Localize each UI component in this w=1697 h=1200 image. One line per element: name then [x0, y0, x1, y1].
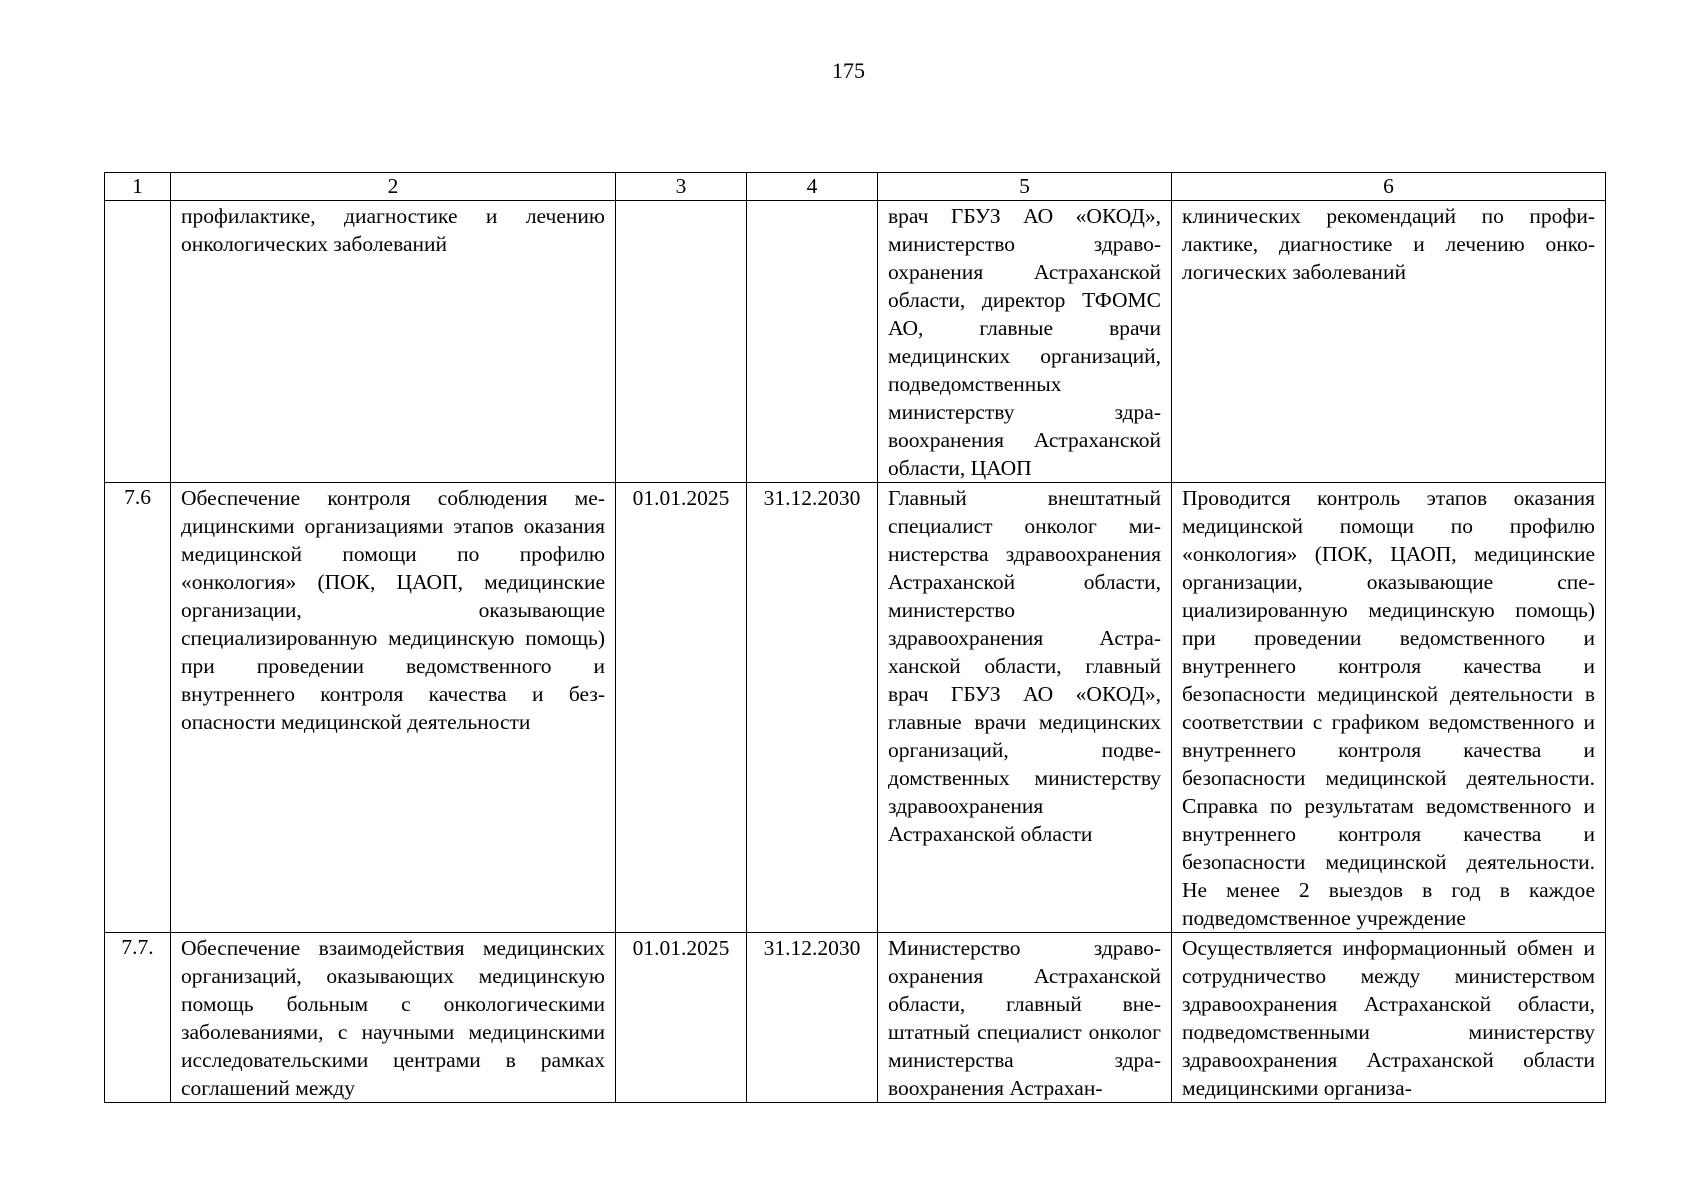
page-number: 175 [832, 58, 865, 83]
result-cell: Проводится контроль этапов оказания медицинской помощи по профилю «онкология» (ПОК, ЦАОП, медицинские организации, оказывающие специализированную медицинскую помощь) при проведении ведомственного и внутреннего контроля качества и безопасности медицинской деятельности в соответствии с графиком ведомственного и внутреннего контроля качества и безопасности медицинской деятельности. Справка по результатам ведомственного и внутреннего контроля качества и безопасности медицинской деятельности. Не менее 2 выездов в год в каждое подведомственное учреждение [1172, 483, 1606, 933]
end-date-cell [747, 201, 878, 483]
column-number: 1 [105, 173, 171, 201]
item-number-cell [105, 201, 171, 483]
table-row [105, 201, 1606, 483]
responsible-cell: Министерство здравоохранения Астраханской области, главный внештатный специалист онколог министерства здравоохранения Астрахан- [878, 933, 1172, 1103]
column-number: 3 [616, 173, 747, 201]
table-row [105, 483, 1606, 933]
item-number-cell: 7.6 [105, 483, 171, 933]
column-number: 5 [878, 173, 1172, 201]
result-cell: Осуществляется информационный обмен и сотрудничество между министерством здравоохранения Астраханской области, подведомственными министерству здравоохранения Астраханской области медицинскими организа- [1172, 933, 1606, 1103]
column-number: 4 [747, 173, 878, 201]
end-date-cell: 31.12.2030 [747, 483, 878, 933]
result-cell: клинических рекомендаций по профилактике, диагностике и лечению онкологических заболеваний [1172, 201, 1606, 483]
item-number-cell: 7.7. [105, 933, 171, 1103]
start-date-cell: 01.01.2025 [616, 933, 747, 1103]
event-cell: Обеспечение взаимодействия медицинских организаций, оказывающих медицинскую помощь больным с онкологическими заболеваниями, с научными медицинскими исследовательскими центрами в рамках соглашений между [171, 933, 616, 1103]
start-date-cell [616, 201, 747, 483]
event-cell: Обеспечение контроля соблюдения медицинскими организациями этапов оказания медицинской помощи по профилю «онкология» (ПОК, ЦАОП, медицинские организации, оказывающие специализированную медицинскую помощь) при проведении ведомственного и внутреннего контроля качества и безопасности медицинской деятельности [171, 483, 616, 933]
end-date-cell: 31.12.2030 [747, 933, 878, 1103]
column-number: 6 [1172, 173, 1606, 201]
column-number: 2 [171, 173, 616, 201]
column-number-row [105, 173, 1606, 201]
event-cell: профилактике, диагностике и лечению онкологических заболеваний [171, 201, 616, 483]
responsible-cell: врач ГБУЗ АО «ОКОД», министерство здравоохранения Астраханской области, директор ТФОМС АО, главные врачи медицинских организаций, подведомственных министерству здравоохранения Астраханской области, ЦАОП [878, 201, 1172, 483]
table-header [105, 173, 1606, 201]
table-row [105, 933, 1606, 1103]
start-date-cell: 01.01.2025 [616, 483, 747, 933]
responsible-cell: Главный внештатный специалист онколог министерства здравоохранения Астраханской области, министерство здравоохранения Астраханской области, главный врач ГБУЗ АО «ОКОД», главные врачи медицинских организаций, подведомственных министерству здравоохранения Астраханской области [878, 483, 1172, 933]
plan-table [104, 172, 1606, 1103]
